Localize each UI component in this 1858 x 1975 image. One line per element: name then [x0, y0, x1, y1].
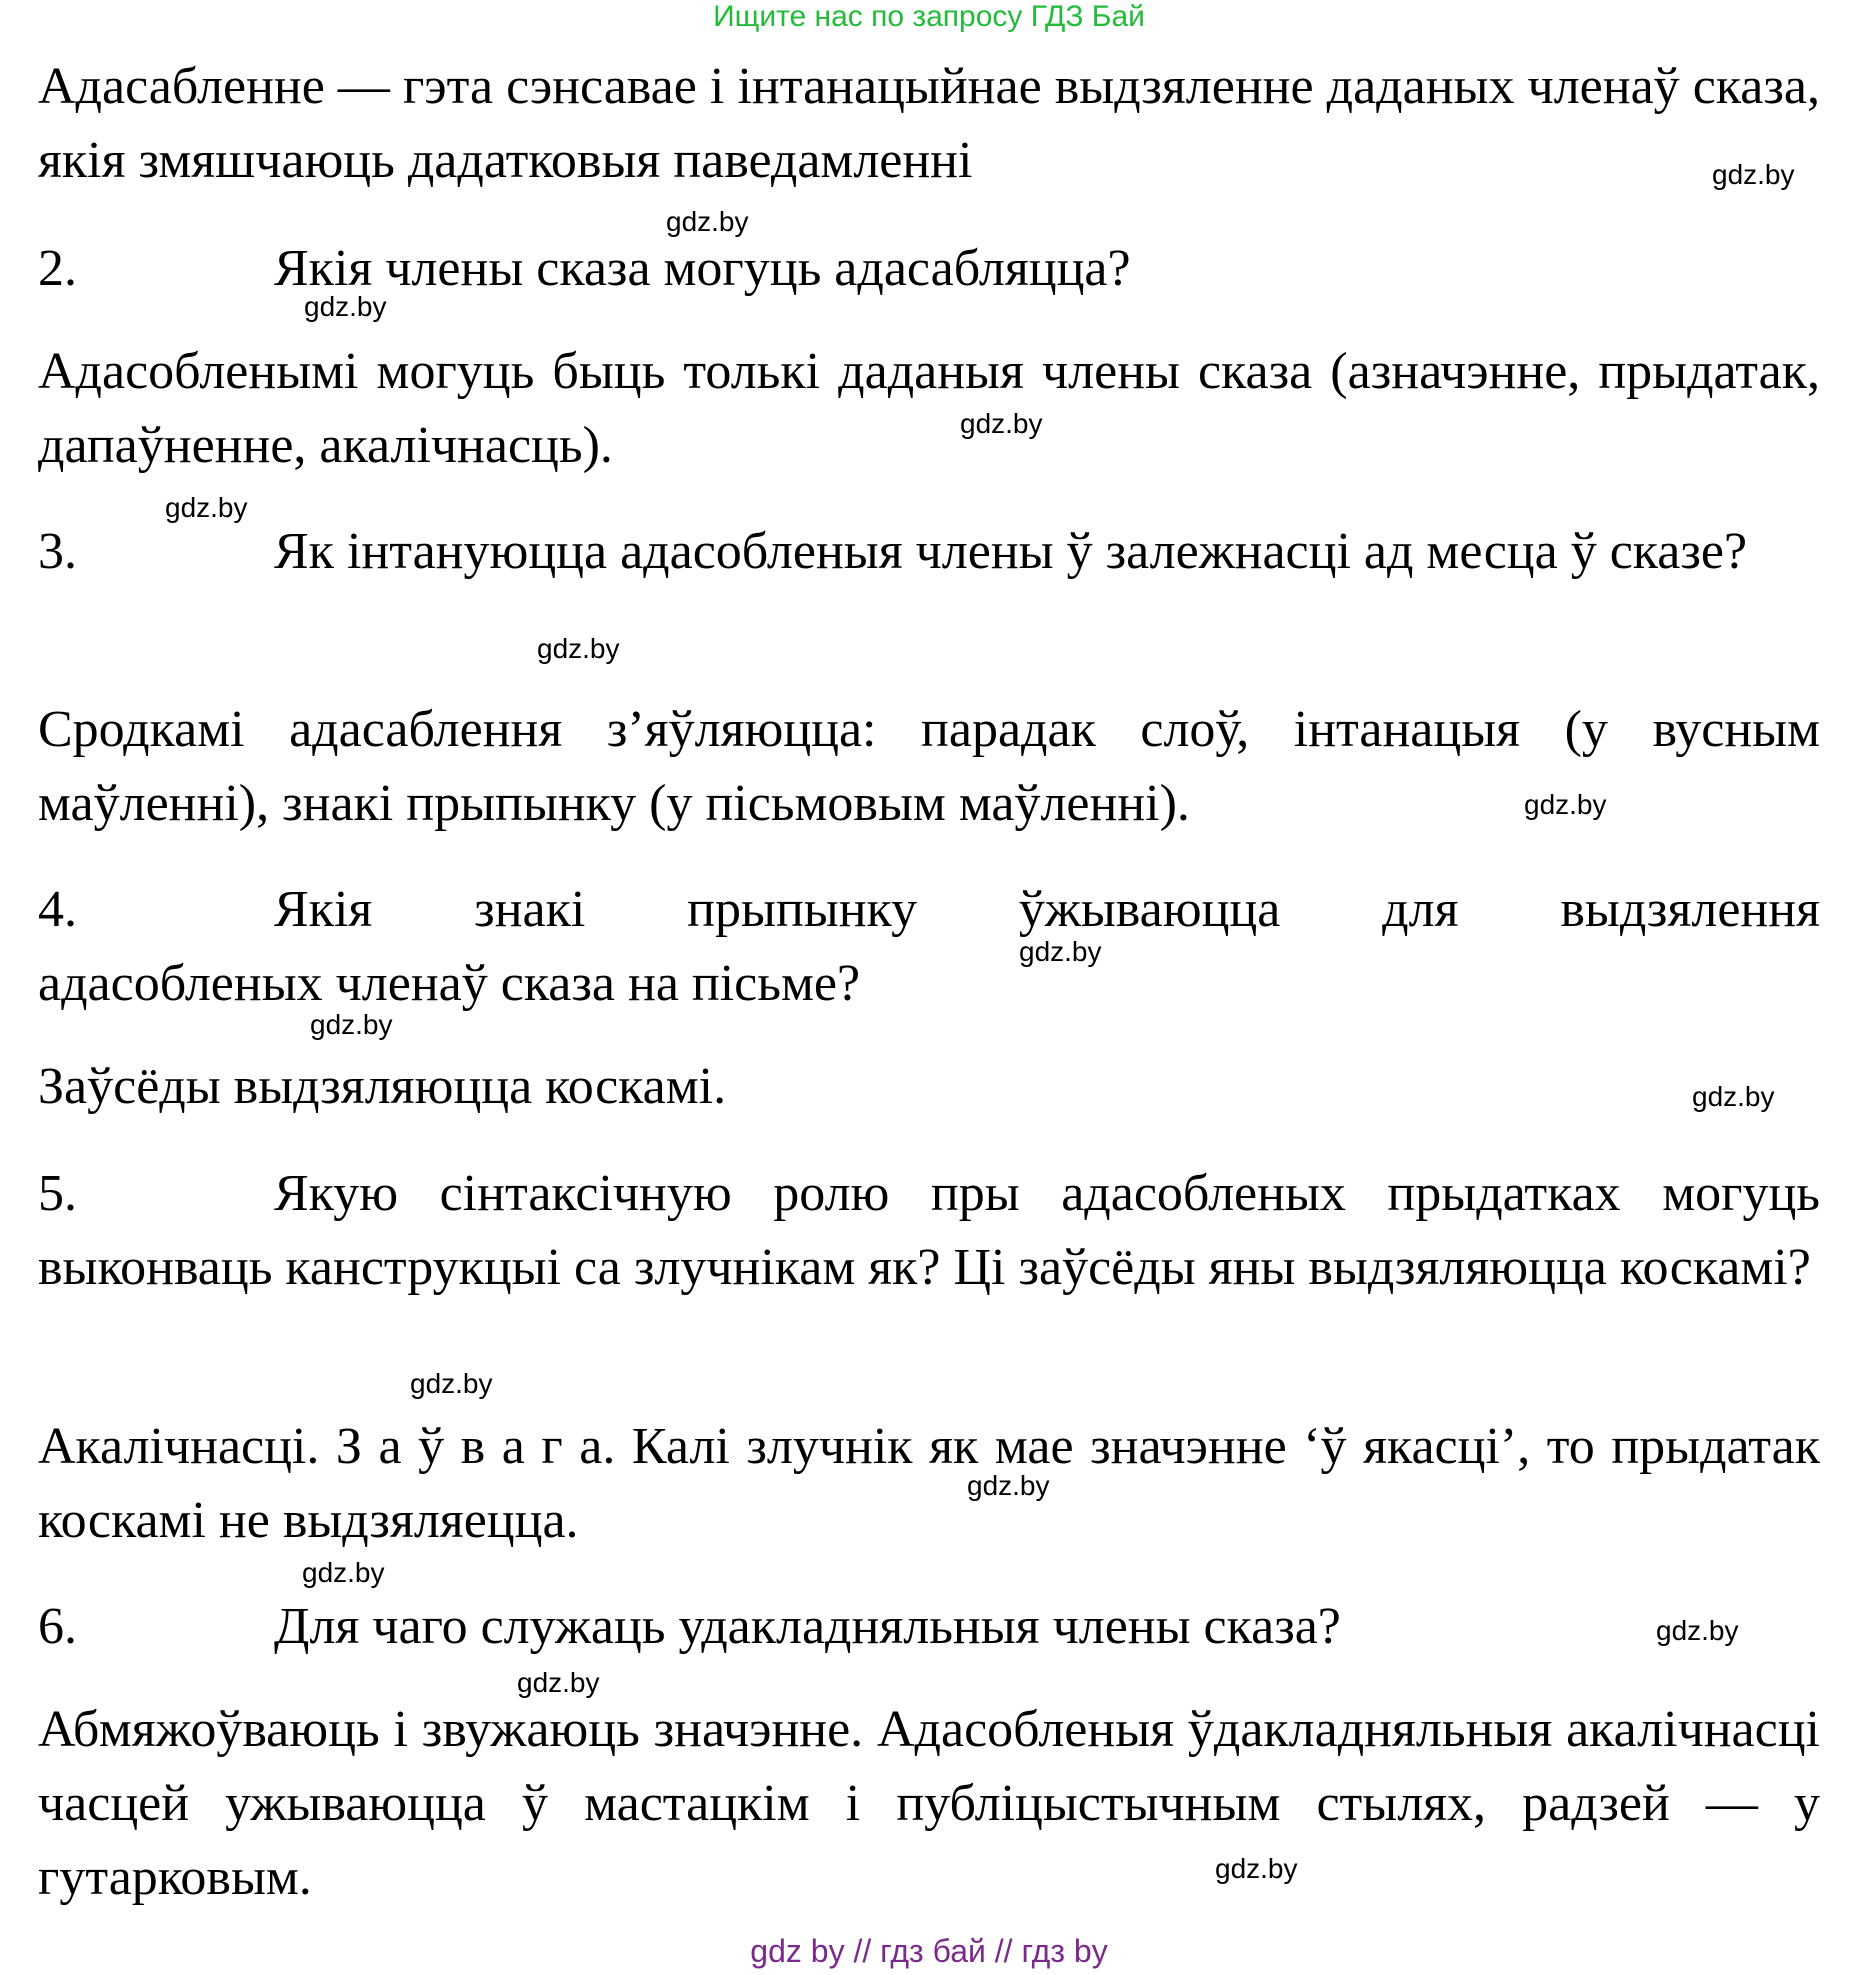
question-4-continued — [38, 947, 1820, 1021]
question-6 — [38, 1590, 1820, 1664]
answer-4: Заўсёды выдзяляюцца коскамі. — [38, 1058, 727, 1115]
watermark: gdz.by — [165, 492, 248, 523]
question-4-text-line-1: Якія знакі прыпынку ўжываюцца для выдзялення — [274, 881, 1820, 938]
watermark: gdz.by — [1712, 159, 1795, 190]
answer-2: Адасобленымі могуць быць толькі даданыя члены сказа (азначэнне, прыдатак, дапаўненне, акалічнасць). — [38, 343, 1820, 474]
watermark: gdz.by — [967, 1470, 1050, 1501]
answer-1: Адасабленне — гэта сэнсавае і інтанацыйнае выдзяленне даданых членаў сказа, якія змяшчаюць дадатковыя паведамленні — [38, 58, 1820, 189]
question-3-number: 3. — [38, 523, 77, 580]
watermark: gdz.by — [537, 633, 620, 664]
question-4-text-line-2: адасобленых членаў сказа на пісьме? — [38, 955, 861, 1012]
question-2-text: Якія члены сказа могуць адасабляцца? — [274, 240, 1131, 297]
watermark: gdz.by — [1692, 1081, 1775, 1112]
question-5-text: Якую сінтаксічную ролю пры адасобленых прыдатках могуць выконваць канструкцыі са злучнікам як? Ці заўсёды яны выдзяляюцца коскамі? — [38, 1165, 1820, 1296]
question-3 — [38, 515, 1820, 589]
answer-6: Абмяжоўваюць і звужаюць значэнне. Адасобленыя ўдакладняльныя акалічнасці часцей ужываюцца ў мастацкім і публіцыстычным стылях, радзей — у гутарковым. — [38, 1701, 1820, 1906]
bottom-banner[interactable]: gdz by // гдз бай // гдз by — [750, 1933, 1108, 1969]
question-2-number: 2. — [38, 240, 77, 297]
question-3-text: Як інтануюцца адасобленыя члены ў залежнасці ад месца ў сказе? — [274, 523, 1748, 580]
watermark: gdz.by — [666, 206, 749, 237]
question-5-number: 5. — [38, 1165, 77, 1222]
watermark: gdz.by — [960, 408, 1043, 439]
question-5 — [38, 1157, 1820, 1305]
watermark: gdz.by — [304, 291, 387, 322]
watermark: gdz.by — [410, 1368, 493, 1399]
watermark: gdz.by — [310, 1009, 393, 1040]
answer-5: Акалічнасці. З а ў в а г а. Калі злучнік як мае значэнне ‘ў якасці’, то прыдатак коскамі не выдзяляецца. — [38, 1418, 1820, 1549]
question-6-text: Для чаго служаць удакладняльныя члены сказа? — [274, 1598, 1341, 1655]
watermark: gdz.by — [1524, 789, 1607, 820]
watermark: gdz.by — [302, 1557, 385, 1588]
watermark: gdz.by — [517, 1667, 600, 1698]
top-banner[interactable]: Ищите нас по запросу ГДЗ Бай — [713, 0, 1145, 33]
answer-3: Сродкамі адасаблення з’яўляюцца: парадак слоў, інтанацыя (у вусным маўленні), знакі прыпынку (у пісьмовым маўленні). — [38, 701, 1820, 832]
question-4-number: 4. — [38, 881, 77, 938]
watermark: gdz.by — [1656, 1615, 1739, 1646]
watermark: gdz.by — [1215, 1853, 1298, 1884]
question-6-number: 6. — [38, 1598, 77, 1655]
watermark: gdz.by — [1019, 936, 1102, 967]
question-4 — [38, 873, 1820, 947]
